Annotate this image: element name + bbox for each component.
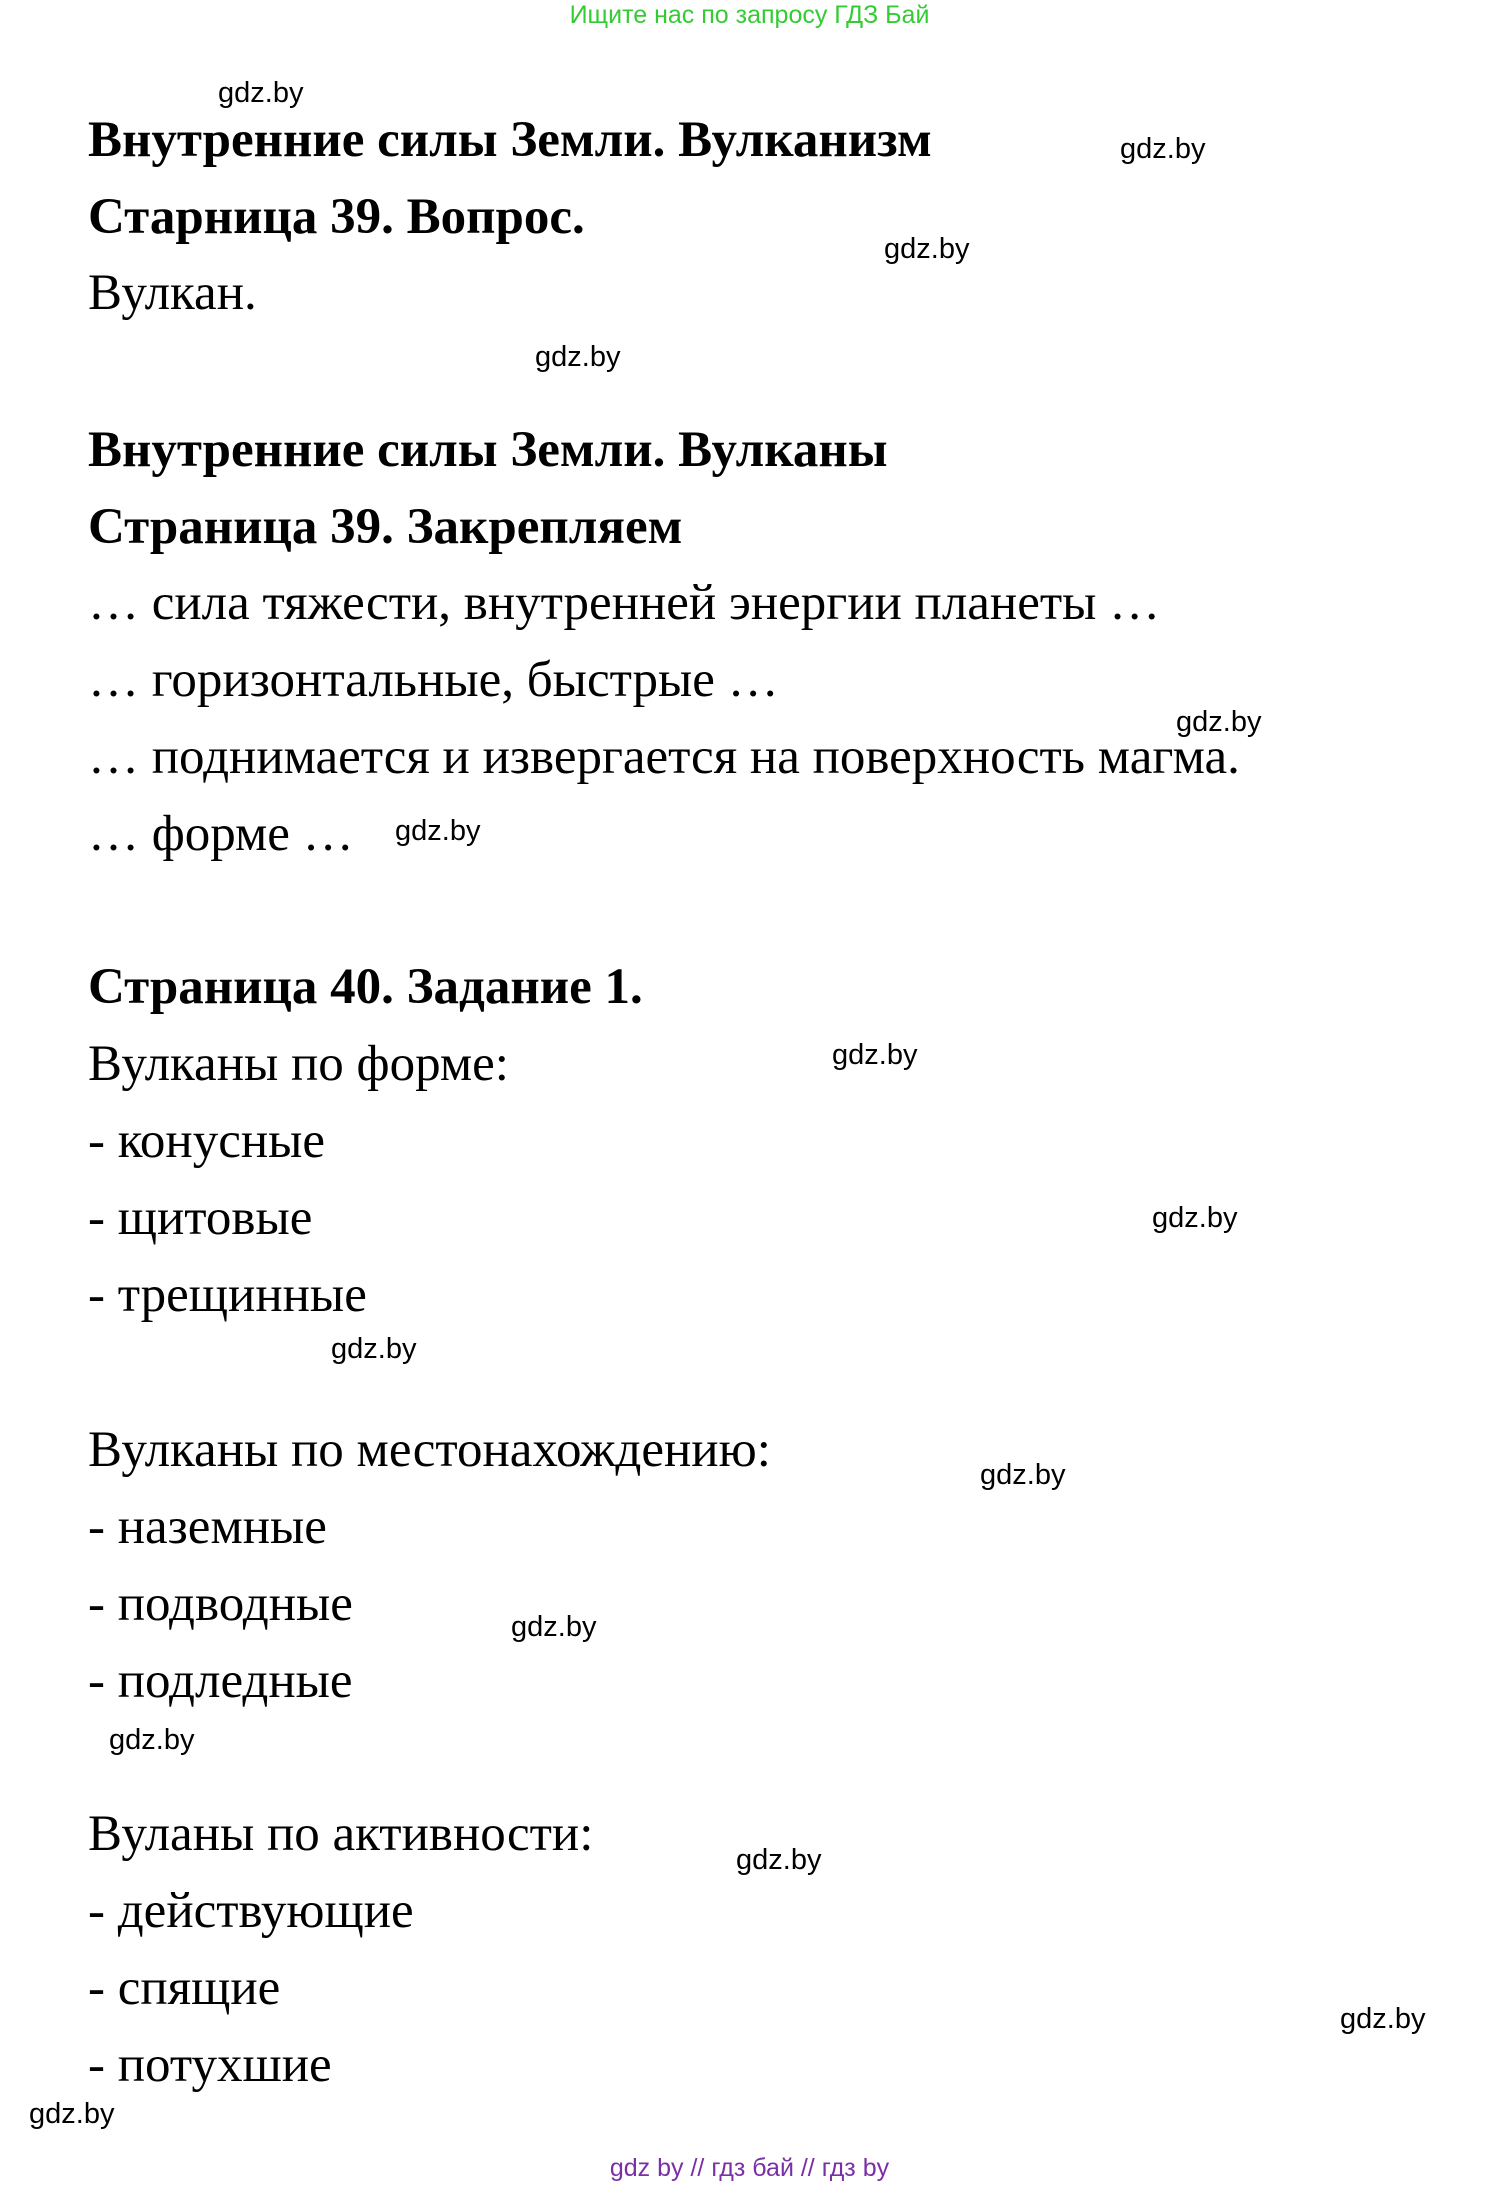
list-item: - спящие: [88, 1960, 281, 2016]
watermark: gdz.by: [884, 233, 970, 265]
list-item: - действующие: [88, 1883, 414, 1939]
question-heading-p39: Старница 39. Вопрос.: [88, 189, 585, 245]
section-title-vulkany: Внутренние силы Земли. Вулканы: [88, 422, 888, 478]
bottom-footer[interactable]: gdz by // гдз бай // гдз by: [609, 2154, 890, 2182]
list-item: - трещинные: [88, 1267, 367, 1323]
watermark: gdz.by: [331, 1333, 417, 1365]
answer-line: … горизонтальные, быстрые …: [88, 652, 779, 708]
watermark: gdz.by: [395, 815, 481, 847]
watermark: gdz.by: [511, 1611, 597, 1643]
watermark: gdz.by: [736, 1844, 822, 1876]
watermark: gdz.by: [1152, 1202, 1238, 1234]
watermark: gdz.by: [1340, 2003, 1426, 2035]
list-heading-mestonahozhdenie: Вулканы по местонахождению:: [88, 1422, 771, 1478]
watermark: gdz.by: [1120, 133, 1206, 165]
watermark: gdz.by: [218, 77, 304, 109]
watermark: gdz.by: [980, 1459, 1066, 1491]
list-heading-forma: Вулканы по форме:: [88, 1036, 509, 1092]
heading-zadanie-1: Страница 40. Задание 1.: [88, 959, 643, 1015]
list-item: - наземные: [88, 1499, 327, 1555]
watermark: gdz.by: [109, 1724, 195, 1756]
answer-line: … поднимается и извергается на поверхность магма.: [88, 729, 1240, 785]
list-item: - конусные: [88, 1113, 326, 1169]
top-banner[interactable]: Ищите нас по запросу ГДЗ Бай: [569, 1, 930, 29]
list-item: - подводные: [88, 1576, 353, 1632]
section-title-vulkanizm: Внутренние силы Земли. Вулканизм: [88, 112, 932, 168]
watermark: gdz.by: [29, 2098, 115, 2130]
heading-zakreplyaem: Страница 39. Закрепляем: [88, 499, 683, 555]
watermark: gdz.by: [535, 341, 621, 373]
list-item: - щитовые: [88, 1190, 313, 1246]
watermark: gdz.by: [1176, 706, 1262, 738]
list-item: - потухшие: [88, 2037, 332, 2093]
watermark: gdz.by: [832, 1039, 918, 1071]
answer-text: Вулкан.: [88, 265, 257, 321]
answer-line: … сила тяжести, внутренней энергии планеты …: [88, 575, 1161, 631]
answer-line: … форме …: [88, 806, 354, 862]
list-heading-aktivnost: Вуланы по активности:: [88, 1806, 594, 1862]
list-item: - подледные: [88, 1653, 353, 1709]
